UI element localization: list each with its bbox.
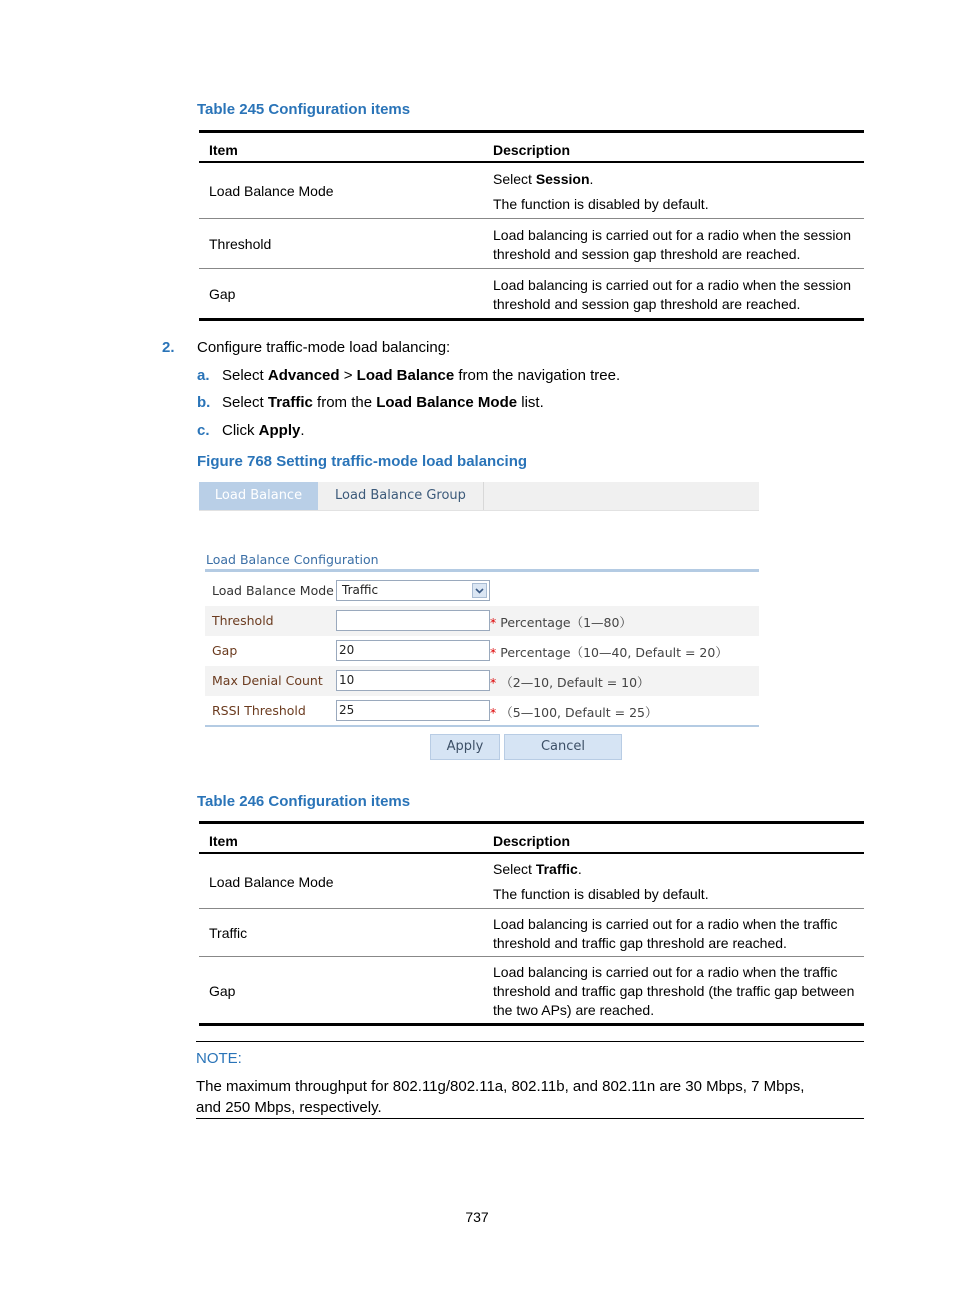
required-mark: * (490, 645, 497, 660)
rssi-threshold-input[interactable]: 25 (336, 700, 490, 721)
required-mark: * (490, 615, 497, 630)
form-row-rssi (205, 696, 759, 726)
table-row-item: Gap (209, 286, 236, 302)
gap-hint: * Percentage（10—40, Default = 20） (490, 645, 728, 660)
tab-bar (199, 482, 759, 511)
table-row-description: Select Traffic. (493, 861, 582, 877)
required-mark: * (490, 675, 497, 690)
form-row-threshold (205, 606, 759, 636)
substep-b: Select Traffic from the Load Balance Mode list. (222, 394, 544, 411)
table-row-description: Load balancing is carried out for a radio when the session (493, 227, 851, 243)
table-row-item: Traffic (209, 925, 248, 941)
page-number: 737 (465, 1209, 489, 1225)
step-text: Configure traffic-mode load balancing: (197, 339, 451, 356)
table-row-description: the two APs) are reached. (493, 1002, 655, 1018)
table-246-caption: Table 246 Configuration items (197, 793, 411, 810)
table-row-description: Load balancing is carried out for a radio when the session (493, 277, 851, 293)
table-row-description: threshold and session gap threshold are reached. (493, 246, 801, 262)
cancel-button[interactable]: Cancel (504, 734, 622, 760)
form-row-mode (205, 576, 759, 606)
figure-caption: Figure 768 Setting traffic-mode load balancing (197, 453, 528, 470)
table-row-description: Load balancing is carried out for a radio when the traffic (493, 964, 838, 980)
mode-select-value: Traffic (342, 583, 379, 597)
threshold-label: Threshold (212, 613, 274, 628)
table-bottom-rule (199, 318, 864, 321)
row-divider (199, 908, 864, 909)
apply-button[interactable]: Apply (430, 734, 500, 760)
table-top-rule (199, 130, 864, 133)
substep-marker: a. (197, 367, 210, 384)
threshold-input[interactable] (336, 610, 490, 631)
table-header-rule (199, 852, 864, 854)
table-header-item: Item (209, 142, 238, 158)
form-row-max-denial (205, 666, 759, 696)
table-header-description: Description (493, 833, 571, 849)
form-row-gap (205, 636, 759, 666)
threshold-hint: * Percentage（1—80） (490, 615, 632, 630)
section-divider (205, 569, 759, 572)
note-bottom-rule (196, 1118, 864, 1119)
note-label: NOTE: (196, 1050, 242, 1067)
table-row-description: Load balancing is carried out for a radio when the traffic (493, 916, 838, 932)
rssi-threshold-label: RSSI Threshold (212, 703, 306, 718)
rssi-threshold-hint: * （5—100, Default = 25） (490, 705, 658, 720)
substep-marker: b. (197, 394, 211, 411)
required-mark: * (490, 705, 497, 720)
row-divider (199, 956, 864, 957)
section-title: Load Balance Configuration (206, 552, 379, 567)
substep-c: Click Apply. (222, 422, 305, 439)
max-denial-count-hint: * （2—10, Default = 10） (490, 675, 650, 690)
table-top-rule (199, 821, 864, 824)
table-row-description: threshold and traffic gap threshold (the traffic gap between (493, 983, 855, 999)
table-row-item: Load Balance Mode (209, 874, 334, 890)
note-text-line1: The maximum throughput for 802.11g/802.11a, 802.11b, and 802.11n are 30 Mbps, 7 Mbps, (196, 1078, 805, 1095)
row-divider (199, 218, 864, 219)
table-header-rule (199, 161, 864, 163)
note-text-line2: and 250 Mbps, respectively. (196, 1099, 382, 1116)
substep-marker: c. (197, 422, 210, 439)
mode-label: Load Balance Mode (212, 583, 334, 598)
tab-load-balance[interactable]: Load Balance (199, 482, 318, 510)
step-number: 2. (162, 339, 175, 356)
note-top-rule (196, 1041, 864, 1042)
tab-load-balance-group[interactable]: Load Balance Group (318, 482, 484, 510)
table-header-item: Item (209, 833, 238, 849)
table-245-caption: Table 245 Configuration items (197, 101, 411, 118)
table-row-item: Threshold (209, 236, 272, 252)
load-balance-mode-select[interactable] (336, 580, 490, 601)
gap-input[interactable]: 20 (336, 640, 490, 661)
table-row-item: Gap (209, 983, 236, 999)
gap-label: Gap (212, 643, 238, 658)
substep-a: Select Advanced > Load Balance from the navigation tree. (222, 367, 621, 384)
chevron-down-icon[interactable] (472, 583, 487, 598)
table-row-description: The function is disabled by default. (493, 886, 709, 902)
row-divider (199, 268, 864, 269)
table-row-description: The function is disabled by default. (493, 196, 709, 212)
table-bottom-rule (199, 1023, 864, 1026)
table-header-description: Description (493, 142, 571, 158)
table-row-description: threshold and session gap threshold are reached. (493, 296, 801, 312)
table-row-item: Load Balance Mode (209, 183, 334, 199)
table-row-description: threshold and traffic gap threshold are reached. (493, 935, 787, 951)
max-denial-count-input[interactable]: 10 (336, 670, 490, 691)
max-denial-count-label: Max Denial Count (212, 673, 323, 688)
table-row-description: Select Session. (493, 171, 594, 187)
form-bottom-divider (205, 725, 759, 727)
